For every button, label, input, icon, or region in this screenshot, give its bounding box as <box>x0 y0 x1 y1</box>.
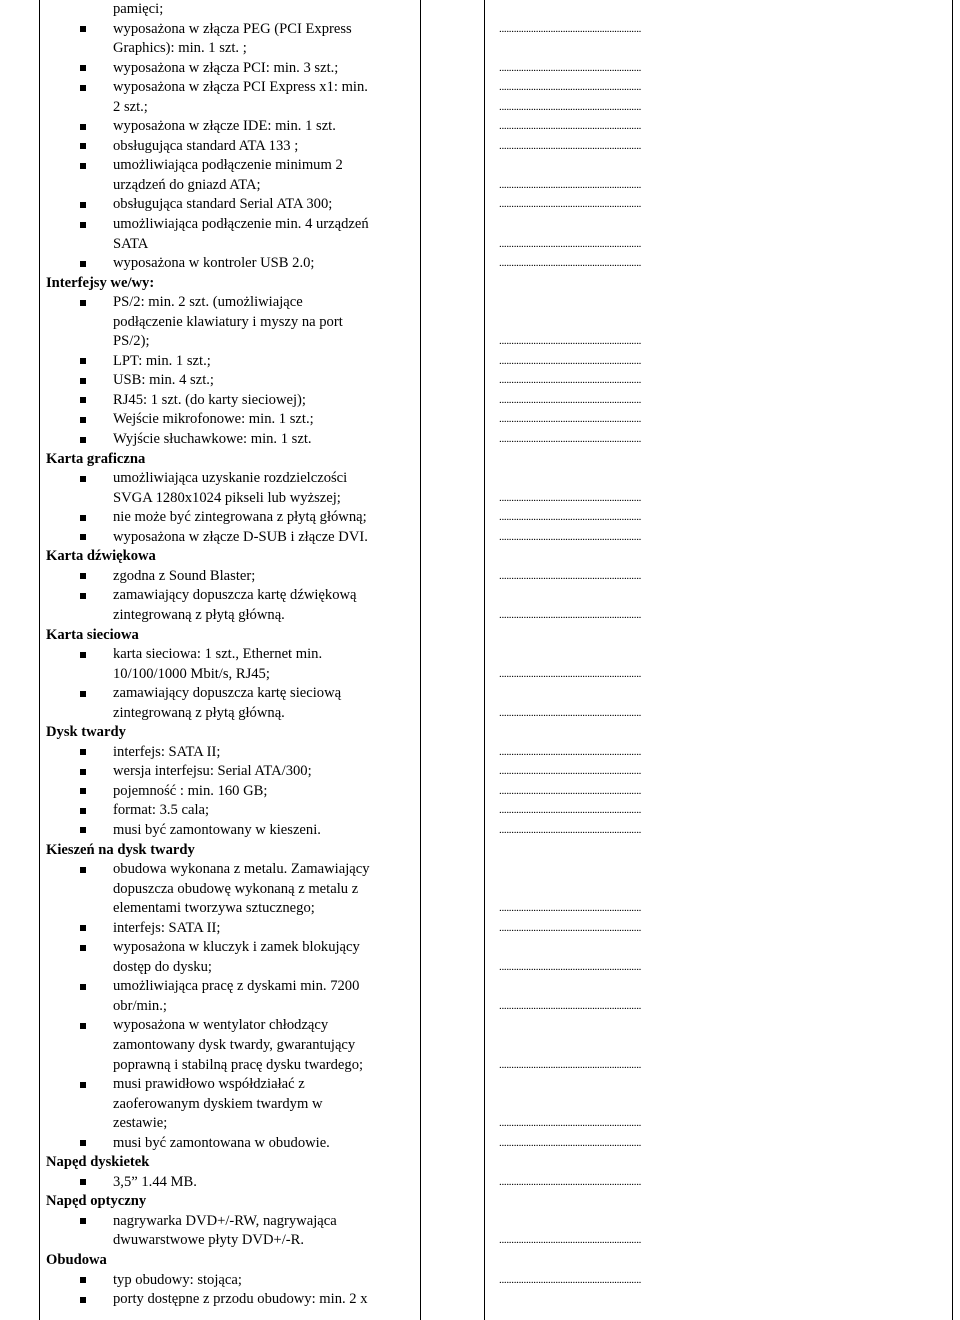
fill-in-dotted-line: .......................................................... <box>499 921 642 934</box>
section-heading-row <box>0 723 960 743</box>
spec-line-row <box>0 1212 960 1232</box>
square-bullet-icon <box>80 593 86 599</box>
spec-line-row <box>0 1114 960 1134</box>
spec-line-text: RJ45: 1 szt. (do karty sieciowej); <box>113 391 306 408</box>
spec-line-row <box>0 1271 960 1291</box>
spec-line-row <box>0 606 960 626</box>
square-bullet-icon <box>80 808 86 814</box>
section-heading-row <box>0 274 960 294</box>
spec-line-row <box>0 117 960 137</box>
square-bullet-icon <box>80 417 86 423</box>
spec-line-row <box>0 528 960 548</box>
spec-line-row <box>0 782 960 802</box>
square-bullet-icon <box>80 397 86 403</box>
spec-line-row <box>0 997 960 1017</box>
square-bullet-icon <box>80 984 86 990</box>
spec-line-text: nagrywarka DVD+/-RW, nagrywająca <box>113 1212 337 1229</box>
spec-line-text: SATA <box>113 235 149 252</box>
spec-line-text: umożliwiająca pracę z dyskami min. 7200 <box>113 978 360 995</box>
spec-line-row <box>0 1231 960 1251</box>
spec-line-row <box>0 743 960 763</box>
spec-line-text: karta sieciowa: 1 szt., Ethernet min. <box>113 646 323 663</box>
spec-line-row <box>0 704 960 724</box>
spec-line-text: dostęp do dysku; <box>113 958 212 975</box>
spec-line-text: musi być zamontowany w kieszeni. <box>113 821 321 838</box>
square-bullet-icon <box>80 1082 86 1088</box>
spec-line-text: nie może być zintegrowana z płytą główną; <box>113 509 367 526</box>
spec-line-row <box>0 801 960 821</box>
spec-line-text: musi być zamontowana w obudowie. <box>113 1134 330 1151</box>
spec-line-text: dopuszcza obudowę wykonaną z metalu z <box>113 880 359 897</box>
spec-line-row <box>0 98 960 118</box>
fill-in-dotted-line: .......................................................... <box>499 139 642 152</box>
fill-in-dotted-line: .......................................................... <box>499 22 642 35</box>
square-bullet-icon <box>80 261 86 267</box>
fill-in-dotted-line: .......................................................... <box>499 1175 642 1188</box>
spec-line-text: wyposażona w złącza PEG (PCI Express <box>113 20 352 37</box>
square-bullet-icon <box>80 65 86 71</box>
spec-line-text: Wejście mikrofonowe: min. 1 szt.; <box>113 411 314 428</box>
square-bullet-icon <box>80 85 86 91</box>
fill-in-dotted-line: .......................................................... <box>499 178 642 191</box>
square-bullet-icon <box>80 573 86 579</box>
fill-in-dotted-line: .......................................................... <box>499 81 642 94</box>
spec-line-row <box>0 821 960 841</box>
spec-line-text: zintegrowaną z płytą główną. <box>113 704 285 721</box>
spec-line-text: zamontowany dysk twardy, gwarantujący <box>113 1036 356 1053</box>
spec-line-row <box>0 235 960 255</box>
fill-in-dotted-line: .......................................................... <box>499 1273 642 1286</box>
spec-line-text: zintegrowaną z płytą główną. <box>113 606 285 623</box>
spec-line-row <box>0 391 960 411</box>
spec-line-text: umożliwiająca uzyskanie rozdzielczości <box>113 470 348 487</box>
spec-line-text: typ obudowy: stojąca; <box>113 1271 242 1288</box>
fill-in-dotted-line: .......................................................... <box>499 745 642 758</box>
square-bullet-icon <box>80 1179 86 1185</box>
spec-line-text: Graphics): min. 1 szt. ; <box>113 40 247 57</box>
spec-line-row <box>0 958 960 978</box>
spec-line-row <box>0 1095 960 1115</box>
spec-line-text: wyposażona w wentylator chłodzący <box>113 1017 329 1034</box>
fill-in-dotted-line: .......................................................... <box>499 804 642 817</box>
section-heading: Obudowa <box>46 1252 107 1268</box>
fill-in-dotted-line: .......................................................... <box>499 61 642 74</box>
spec-line-row <box>0 215 960 235</box>
fill-in-dotted-line: .......................................................... <box>499 491 642 504</box>
spec-line-row <box>0 1056 960 1076</box>
fill-in-dotted-line: .......................................................... <box>499 335 642 348</box>
spec-line-row <box>0 1134 960 1154</box>
spec-line-row <box>0 0 960 20</box>
section-heading-row <box>0 626 960 646</box>
section-heading: Napęd dyskietek <box>46 1154 150 1171</box>
square-bullet-icon <box>80 378 86 384</box>
fill-in-dotted-line: .......................................................... <box>499 999 642 1012</box>
fill-in-dotted-line: .......................................................... <box>499 960 642 973</box>
spec-line-row <box>0 1075 960 1095</box>
square-bullet-icon <box>80 1218 86 1224</box>
section-heading: Karta graficzna <box>46 450 146 467</box>
square-bullet-icon <box>80 1023 86 1029</box>
fill-in-dotted-line: .......................................................... <box>499 198 642 211</box>
square-bullet-icon <box>80 827 86 833</box>
spec-line-row <box>0 567 960 587</box>
spec-line-text: interfejs: SATA II; <box>113 919 221 936</box>
spec-line-text: wyposażona w złącze D-SUB i złącze DVI. <box>113 528 368 545</box>
spec-line-text: zgodna z Sound Blaster; <box>113 567 256 584</box>
spec-line-row <box>0 137 960 157</box>
spec-line-row <box>0 860 960 880</box>
section-heading-row <box>0 841 960 861</box>
section-heading-row <box>0 450 960 470</box>
spec-line-row <box>0 1173 960 1193</box>
spec-line-row <box>0 977 960 997</box>
square-bullet-icon <box>80 925 86 931</box>
spec-line-row <box>0 1016 960 1036</box>
square-bullet-icon <box>80 749 86 755</box>
section-heading: Dysk twardy <box>46 724 126 741</box>
spec-line-text: LPT: min. 1 szt.; <box>113 352 211 369</box>
square-bullet-icon <box>80 1297 86 1303</box>
spec-line-text: poprawną i stabilną pracę dysku twardego; <box>113 1056 364 1073</box>
section-heading-row <box>0 1153 960 1173</box>
spec-line-row <box>0 880 960 900</box>
spec-line-row <box>0 899 960 919</box>
fill-in-dotted-line: .......................................................... <box>499 902 642 915</box>
square-bullet-icon <box>80 222 86 228</box>
fill-in-dotted-line: .......................................................... <box>499 784 642 797</box>
spec-line-text: 3,5” 1.44 MB. <box>113 1173 197 1190</box>
spec-line-row <box>0 20 960 40</box>
section-heading-row <box>0 1251 960 1271</box>
spec-line-text: format: 3.5 cala; <box>113 802 210 819</box>
spec-line-text: PS/2: min. 2 szt. (umożliwiające <box>113 294 303 311</box>
square-bullet-icon <box>80 202 86 208</box>
section-heading: Karta dźwiękowa <box>46 548 156 565</box>
spec-line-row <box>0 645 960 665</box>
square-bullet-icon <box>80 788 86 794</box>
spec-line-row <box>0 919 960 939</box>
spec-line-text: pamięci; <box>113 1 164 17</box>
spec-line-row <box>0 176 960 196</box>
fill-in-dotted-line: .......................................................... <box>499 1234 642 1247</box>
spec-line-text: wersja interfejsu: Serial ATA/300; <box>113 763 312 780</box>
fill-in-dotted-line: .......................................................... <box>499 393 642 406</box>
square-bullet-icon <box>80 691 86 697</box>
spec-line-row <box>0 665 960 685</box>
square-bullet-icon <box>80 515 86 521</box>
fill-in-dotted-line: .......................................................... <box>499 511 642 524</box>
spec-line-row <box>0 313 960 333</box>
square-bullet-icon <box>80 124 86 130</box>
spec-line-text: obsługująca standard ATA 133 ; <box>113 137 299 154</box>
spec-line-row <box>0 1036 960 1056</box>
spec-line-row <box>0 156 960 176</box>
spec-line-text: wyposażona w kluczyk i zamek blokujący <box>113 939 360 956</box>
spec-line-text: pojemność : min. 160 GB; <box>113 782 268 799</box>
fill-in-dotted-line: .......................................................... <box>499 765 642 778</box>
section-heading-row <box>0 547 960 567</box>
fill-in-dotted-line: .......................................................... <box>499 1058 642 1071</box>
spec-line-text: Wyjście słuchawkowe: min. 1 szt. <box>113 431 312 448</box>
spec-line-text: obsługująca standard Serial ATA 300; <box>113 196 333 213</box>
spec-line-text: musi prawidłowo współdziałać z <box>113 1076 305 1093</box>
section-heading: Napęd optyczny <box>46 1193 147 1210</box>
spec-line-text: urządzeń do gniazd ATA; <box>113 176 261 193</box>
spec-line-row <box>0 469 960 489</box>
spec-line-row <box>0 293 960 313</box>
spec-line-row <box>0 332 960 352</box>
fill-in-dotted-line: .......................................................... <box>499 608 642 621</box>
square-bullet-icon <box>80 1277 86 1283</box>
spec-line-text: umożliwiająca podłączenie min. 4 urządzeń <box>113 216 369 233</box>
spec-line-text: 10/100/1000 Mbit/s, RJ45; <box>113 665 270 682</box>
spec-line-text: elementami tworzywa sztucznego; <box>113 900 315 917</box>
square-bullet-icon <box>80 867 86 873</box>
square-bullet-icon <box>80 26 86 32</box>
spec-line-row <box>0 1290 960 1310</box>
spec-line-row <box>0 371 960 391</box>
square-bullet-icon <box>80 1140 86 1146</box>
spec-line-text: dwuwarstwowe płyty DVD+/-R. <box>113 1232 305 1249</box>
fill-in-dotted-line: .......................................................... <box>499 237 642 250</box>
spec-line-row <box>0 489 960 509</box>
fill-in-dotted-line: .......................................................... <box>499 823 642 836</box>
fill-in-dotted-line: .......................................................... <box>499 569 642 582</box>
section-heading: Kieszeń na dysk twardy <box>46 841 195 858</box>
fill-in-dotted-line: .......................................................... <box>499 257 642 270</box>
spec-line-text: zestawie; <box>113 1115 168 1132</box>
spec-line-text: zaoferowanym dyskiem twardym w <box>113 1095 323 1112</box>
spec-line-text: zamawiający dopuszcza kartę dźwiękową <box>113 587 357 604</box>
fill-in-dotted-line: .......................................................... <box>499 530 642 543</box>
spec-line-row <box>0 938 960 958</box>
spec-line-text: USB: min. 4 szt.; <box>113 372 214 389</box>
spec-line-row <box>0 586 960 606</box>
spec-line-text: wyposażona w złącza PCI: min. 3 szt.; <box>113 59 339 76</box>
square-bullet-icon <box>80 358 86 364</box>
spec-line-row <box>0 39 960 59</box>
spec-line-row <box>0 430 960 450</box>
spec-line-text: interfejs: SATA II; <box>113 743 221 760</box>
fill-in-dotted-line: .......................................................... <box>499 706 642 719</box>
spec-line-text: wyposażona w kontroler USB 2.0; <box>113 255 315 272</box>
square-bullet-icon <box>80 945 86 951</box>
spec-line-row <box>0 254 960 274</box>
fill-in-dotted-line: .......................................................... <box>499 413 642 426</box>
fill-in-dotted-line: .......................................................... <box>499 1136 642 1149</box>
fill-in-dotted-line: .......................................................... <box>499 374 642 387</box>
spec-line-text: porty dostępne z przodu obudowy: min. 2 x <box>113 1291 368 1308</box>
square-bullet-icon <box>80 143 86 149</box>
fill-in-dotted-line: .......................................................... <box>499 120 642 133</box>
fill-in-dotted-line: .......................................................... <box>499 1117 642 1130</box>
spec-line-row <box>0 59 960 79</box>
spec-line-row <box>0 410 960 430</box>
square-bullet-icon <box>80 300 86 306</box>
fill-in-dotted-line: .......................................................... <box>499 433 642 446</box>
square-bullet-icon <box>80 163 86 169</box>
spec-line-text: zamawiający dopuszcza kartę sieciową <box>113 685 342 702</box>
spec-line-text: wyposażona w złącza PCI Express x1: min. <box>113 79 368 96</box>
spec-line-text: 2 szt.; <box>113 98 148 115</box>
spec-line-text: wyposażona w złącze IDE: min. 1 szt. <box>113 118 336 135</box>
section-heading-row <box>0 1192 960 1212</box>
spec-line-row <box>0 762 960 782</box>
fill-in-dotted-line: .......................................................... <box>499 354 642 367</box>
section-heading: Interfejsy we/wy: <box>46 274 155 291</box>
fill-in-dotted-line: .......................................................... <box>499 100 642 113</box>
square-bullet-icon <box>80 652 86 658</box>
fill-in-dotted-line: .......................................................... <box>499 667 642 680</box>
square-bullet-icon <box>80 437 86 443</box>
spec-line-row <box>0 508 960 528</box>
square-bullet-icon <box>80 769 86 775</box>
spec-line-text: umożliwiająca podłączenie minimum 2 <box>113 157 343 174</box>
section-heading: Karta sieciowa <box>46 626 139 643</box>
spec-line-text: obr/min.; <box>113 997 167 1014</box>
spec-line-row <box>0 352 960 372</box>
spec-line-row <box>0 195 960 215</box>
square-bullet-icon <box>80 534 86 540</box>
spec-line-text: obudowa wykonana z metalu. Zamawiający <box>113 861 370 878</box>
spec-line-text: SVGA 1280x1024 pikseli lub wyższej; <box>113 489 341 506</box>
spec-line-text: podłączenie klawiatury i myszy na port <box>113 313 343 330</box>
spec-line-text: PS/2); <box>113 333 150 350</box>
square-bullet-icon <box>80 476 86 482</box>
spec-line-row <box>0 78 960 98</box>
spec-line-row <box>0 684 960 704</box>
